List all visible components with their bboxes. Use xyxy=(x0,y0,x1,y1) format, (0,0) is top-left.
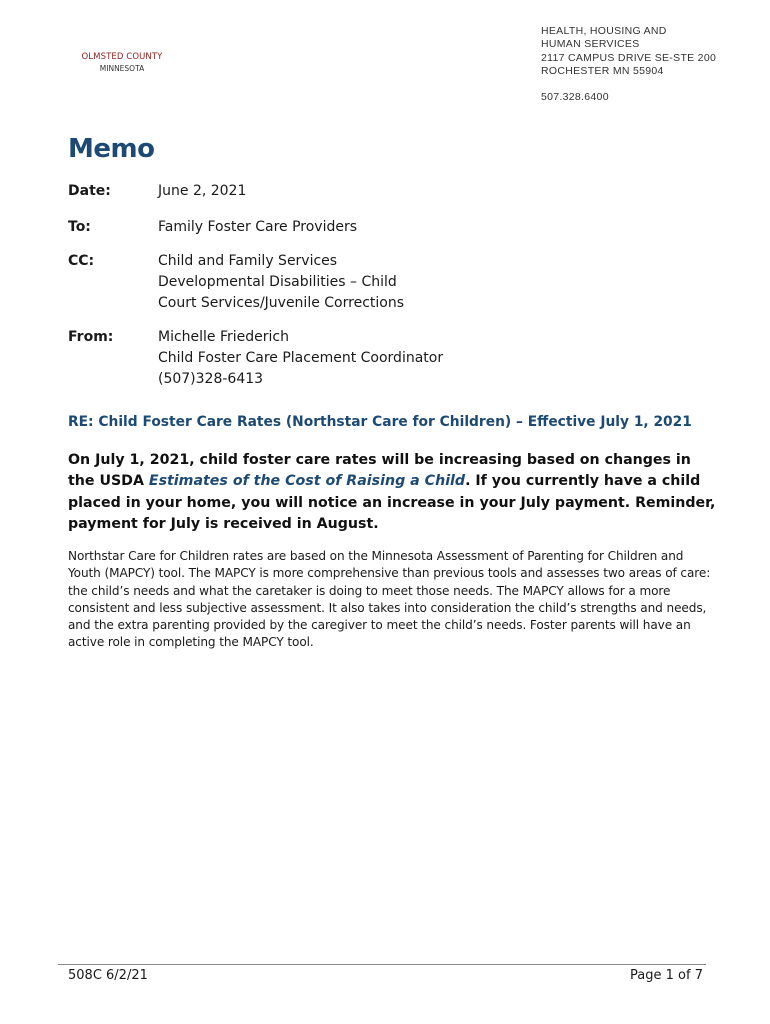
from-value-list xyxy=(158,327,443,390)
logo-county-name: OLMSTED COUNTY xyxy=(81,52,163,62)
from-phone: (507)328-6413 xyxy=(158,371,264,387)
olmsted-county-logo xyxy=(66,0,196,120)
cc-label: CC: xyxy=(68,253,95,269)
from-label: From: xyxy=(68,329,114,345)
intro-emphasis: Estimates of the Cost of Raising a Child xyxy=(148,473,466,490)
footer-form-code: 508C 6/2/21 xyxy=(68,968,148,983)
body-paragraph: Northstar Care for Children rates are based on the Minnesota Assessment of Parenting for Children and Youth (MAPCY) tool. The MAPCY is more comprehensive than previous tools and assesses two areas of care: the child’s needs and what the caretaker is doing to meet those needs. The MAPCY allows for a more consistent and less subjective assessment. It also takes into consideration the child’s strengths and needs, and the extra parenting provided by the caregiver to meet the child’s needs. Foster parents will have an active role in completing the MAPCY tool. xyxy=(68,549,711,650)
footer-divider xyxy=(58,964,706,965)
department-phone: 507.328.6400 xyxy=(541,91,609,104)
footer-page-number: Page 1 of 7 xyxy=(630,968,703,983)
logo-state-name: MINNESOTA xyxy=(99,64,145,73)
cc-value: Child and Family Services xyxy=(158,253,338,269)
intro-paragraph xyxy=(68,450,718,535)
re-subject-line: RE: Child Foster Care Rates (Northstar Care for Children) – Effective July 1, 2021 xyxy=(68,414,692,430)
cc-value-list xyxy=(158,251,404,314)
date-label: Date: xyxy=(68,183,111,199)
to-value: Family Foster Care Providers xyxy=(158,219,358,235)
cc-value: Court Services/Juvenile Corrections xyxy=(158,295,404,311)
from-title: Child Foster Care Placement Coordinator xyxy=(158,350,444,366)
to-label: To: xyxy=(68,219,91,235)
address-line: HUMAN SERVICES xyxy=(541,38,640,51)
address-line: HEALTH, HOUSING AND xyxy=(541,25,667,37)
memo-title: Memo xyxy=(68,134,155,164)
intro-text: . If you currently have a child placed in your home, you will notice an increase in your July payment. Reminder, payment for July is received in August. xyxy=(68,473,716,532)
address-line: ROCHESTER MN 55904 xyxy=(541,64,664,77)
from-name: Michelle Friederich xyxy=(158,329,290,345)
department-address xyxy=(541,25,716,104)
address-line: 2117 CAMPUS DRIVE SE-STE 200 xyxy=(541,51,717,64)
intro-text: On July 1, 2021, child foster care rates will be increasing based on changes in the USDA xyxy=(68,452,691,490)
cc-value: Developmental Disabilities – Child xyxy=(158,274,397,290)
date-value: June 2, 2021 xyxy=(158,183,247,199)
